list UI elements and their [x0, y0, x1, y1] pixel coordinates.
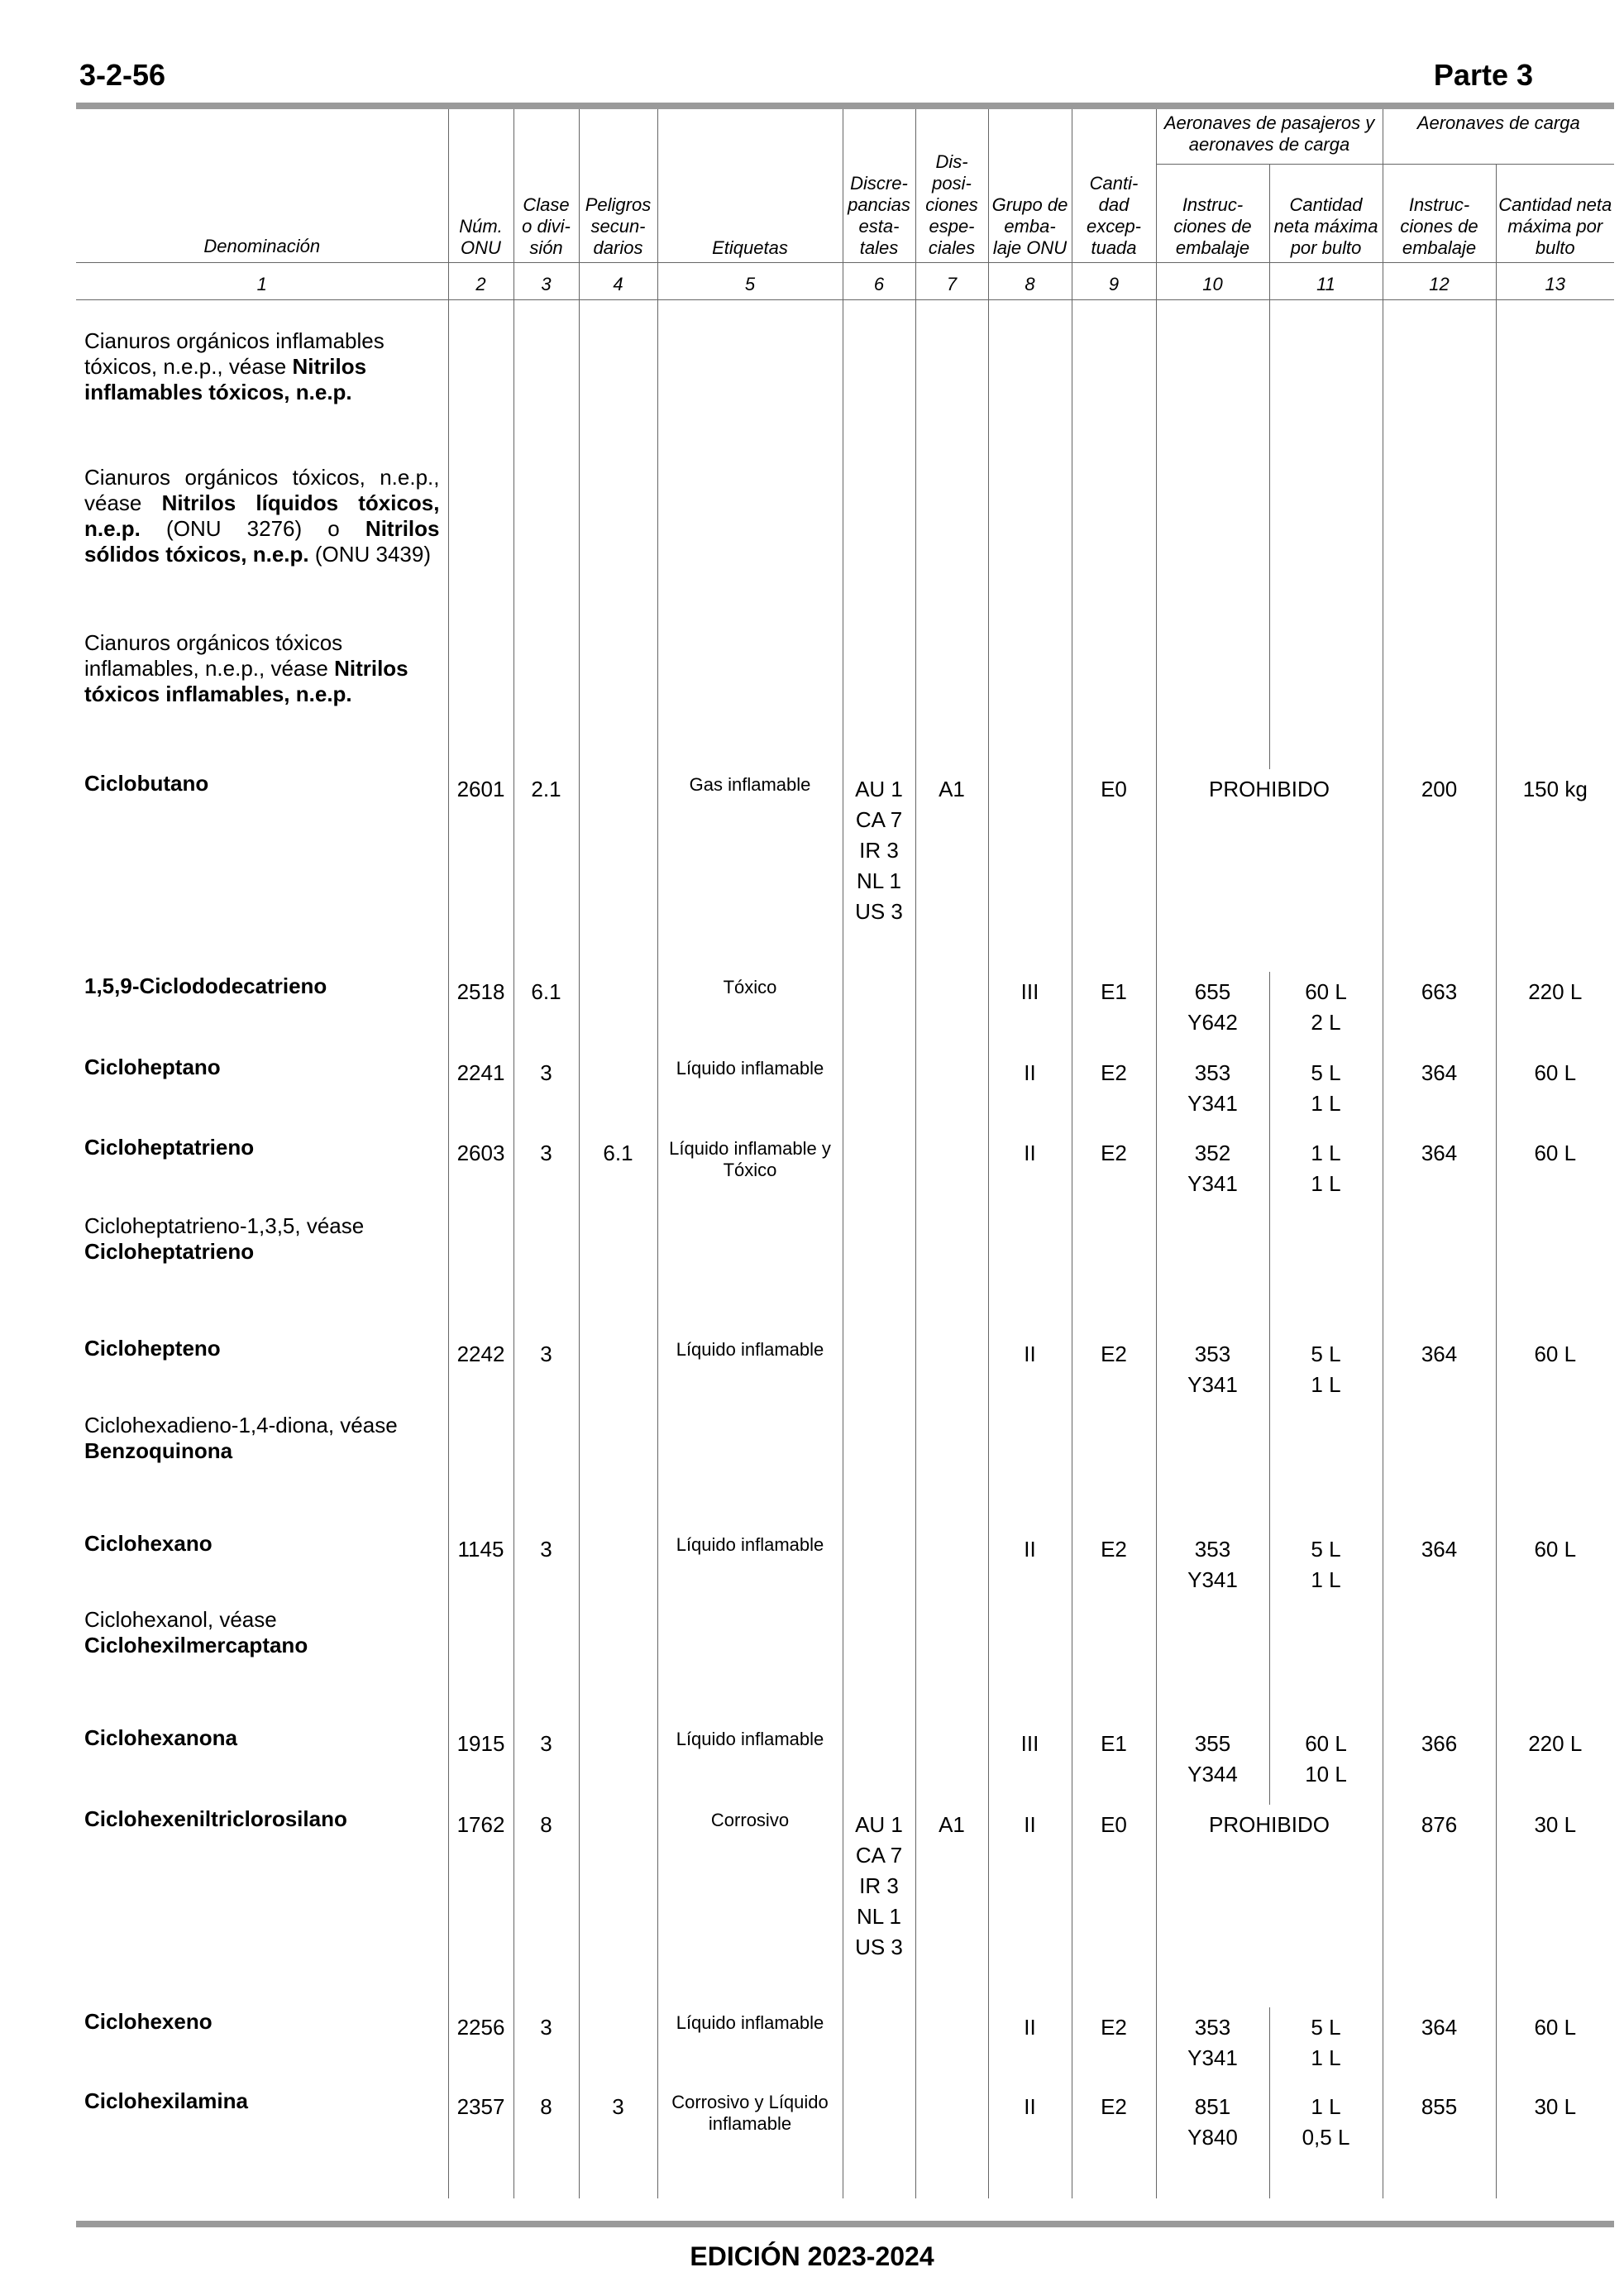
row-passenger-instructions: 353 Y341: [1156, 1053, 1269, 1133]
row-class: 3: [513, 1133, 579, 1212]
row-discrepancies: AU 1 CA 7 IR 3 NL 1 US 3: [843, 1805, 915, 2007]
col-header-disposiciones: Dis- posi- ciones espe- ciales: [915, 109, 988, 263]
row-class: 3: [513, 2007, 579, 2087]
row-subsidiary: [579, 1053, 657, 1133]
row-excepted-qty: E2: [1072, 1334, 1156, 1411]
row-cargo-quantity: 220 L: [1496, 1724, 1614, 1805]
row-passenger-instructions: 851 Y840: [1156, 2087, 1269, 2198]
row-label: Corrosivo y Líquido inflamable: [657, 2087, 843, 2198]
row-denominacion: Ciclohexano: [76, 1529, 448, 1605]
col-number: 4: [579, 263, 657, 300]
col-header-carga-group: Aeronaves de carga: [1383, 109, 1614, 165]
top-rule: [76, 103, 1614, 109]
row-label: Líquido inflamable: [657, 2007, 843, 2087]
row-discrepancies: AU 1 CA 7 IR 3 NL 1 US 3: [843, 769, 915, 972]
col-header-denominacion: Denominación: [76, 109, 448, 263]
row-class: 3: [513, 1334, 579, 1411]
row-passenger-instructions: 353 Y341: [1156, 1529, 1269, 1605]
row-un-number: 2357: [448, 2087, 513, 2198]
row-class: 2.1: [513, 769, 579, 972]
row-cargo-quantity: 60 L: [1496, 1133, 1614, 1212]
row-passenger-instructions: 655 Y642: [1156, 972, 1269, 1053]
row-un-number: 2518: [448, 972, 513, 1053]
row-denominacion: Ciclohepteno: [76, 1334, 448, 1411]
row-excepted-qty: E2: [1072, 1053, 1156, 1133]
column-number-row: [76, 263, 1614, 300]
row-class: 3: [513, 1724, 579, 1805]
row-packing-group: II: [988, 1805, 1072, 2007]
edition-footer: EDICIÓN 2023-2024: [690, 2241, 934, 2271]
row-label: Líquido inflamable: [657, 1334, 843, 1411]
col-number: 10: [1156, 263, 1269, 300]
col-number: 3: [513, 263, 579, 300]
row-packing-group: III: [988, 1724, 1072, 1805]
row-subsidiary: 6.1: [579, 1133, 657, 1212]
col-number: 13: [1496, 263, 1614, 300]
row-cargo-quantity: 60 L: [1496, 2007, 1614, 2087]
row-cargo-instructions: 364: [1383, 1133, 1496, 1212]
col-number: 12: [1383, 263, 1496, 300]
row-label: Líquido inflamable y Tóxico: [657, 1133, 843, 1212]
row-excepted-qty: E1: [1072, 972, 1156, 1053]
row-passenger-quantity: 5 L 1 L: [1269, 2007, 1383, 2087]
row-denominacion: Cianuros orgánicos tóxicos inflamables, n.e.p., véase Nitrilos tóxicos inflamables, n.e.p.: [76, 629, 448, 769]
row-class: 3: [513, 1529, 579, 1605]
table-row: [76, 972, 1614, 1053]
table-row: [76, 2087, 1614, 2198]
row-cargo-instructions: 855: [1383, 2087, 1496, 2198]
col-number: 6: [843, 263, 915, 300]
col-number: 5: [657, 263, 843, 300]
row-denominacion: 1,5,9-Ciclododecatrieno: [76, 972, 448, 1053]
row-passenger-quantity: 5 L 1 L: [1269, 1053, 1383, 1133]
row-excepted-qty: E2: [1072, 1529, 1156, 1605]
row-packing-group: II: [988, 2007, 1072, 2087]
table-row: [76, 1334, 1614, 1411]
row-passenger-quantity: 5 L 1 L: [1269, 1529, 1383, 1605]
row-denominacion: Ciclohexanona: [76, 1724, 448, 1805]
row-subsidiary: [579, 1805, 657, 2007]
row-packing-group: II: [988, 2087, 1072, 2198]
row-label: Corrosivo: [657, 1805, 843, 2007]
row-cargo-instructions: 364: [1383, 1334, 1496, 1411]
table-row: [76, 1724, 1614, 1805]
row-excepted-qty: E2: [1072, 2087, 1156, 2198]
row-passenger-quantity: 5 L 1 L: [1269, 1334, 1383, 1411]
row-denominacion: Ciclobutano: [76, 769, 448, 972]
row-passenger-quantity: 60 L 10 L: [1269, 1724, 1383, 1805]
col-header-cargo-cantidad: Cantidad neta máxima por bulto: [1496, 165, 1614, 263]
row-cargo-quantity: 30 L: [1496, 1805, 1614, 2007]
table-row: [76, 1805, 1614, 2007]
row-subsidiary: [579, 1334, 657, 1411]
row-packing-group: II: [988, 1529, 1072, 1605]
table-row: [76, 327, 1614, 463]
row-subsidiary: [579, 972, 657, 1053]
table-row: [76, 1605, 1614, 1724]
row-denominacion: Cicloheptatrieno: [76, 1133, 448, 1212]
col-header-pass-instrucciones: Instruc- ciones de embalaje: [1156, 165, 1269, 263]
row-class: 6.1: [513, 972, 579, 1053]
row-passenger-instructions: 353 Y341: [1156, 2007, 1269, 2087]
row-passenger-instructions: 353 Y341: [1156, 1334, 1269, 1411]
row-class: 3: [513, 1053, 579, 1133]
col-header-peligros: Peligros secun- darios: [579, 109, 657, 263]
row-denominacion: Cicloheptatrieno-1,3,5, véase Cicloheptatrieno: [76, 1212, 448, 1334]
row-packing-group: II: [988, 1334, 1072, 1411]
row-cargo-quantity: 30 L: [1496, 2087, 1614, 2198]
row-un-number: 2256: [448, 2007, 513, 2087]
row-passenger-prohibited: PROHIBIDO: [1156, 1805, 1383, 2007]
col-header-pasajeros-group: Aeronaves de pasajeros y aeronaves de carga: [1156, 109, 1383, 165]
col-number: 1: [76, 263, 448, 300]
col-header-num-onu: Núm. ONU: [448, 109, 513, 263]
row-label: Tóxico: [657, 972, 843, 1053]
row-label: Líquido inflamable: [657, 1529, 843, 1605]
row-packing-group: [988, 769, 1072, 972]
col-number: 2: [448, 263, 513, 300]
row-subsidiary: [579, 2007, 657, 2087]
row-denominacion: Cicloheptano: [76, 1053, 448, 1133]
part-title: Parte 3: [1433, 58, 1533, 92]
row-cargo-quantity: 60 L: [1496, 1529, 1614, 1605]
row-denominacion: Ciclohexilamina: [76, 2087, 448, 2198]
row-cargo-instructions: 364: [1383, 2007, 1496, 2087]
row-subsidiary: [579, 769, 657, 972]
row-excepted-qty: E0: [1072, 769, 1156, 972]
row-un-number: 1145: [448, 1529, 513, 1605]
row-un-number: 2242: [448, 1334, 513, 1411]
row-cargo-instructions: 364: [1383, 1053, 1496, 1133]
dangerous-goods-table: [76, 109, 1614, 2198]
col-header-pass-cantidad: Cantidad neta máxima por bulto: [1269, 165, 1383, 263]
row-passenger-instructions: 355 Y344: [1156, 1724, 1269, 1805]
row-excepted-qty: E1: [1072, 1724, 1156, 1805]
row-cargo-quantity: 220 L: [1496, 972, 1614, 1053]
row-passenger-quantity: 1 L 1 L: [1269, 1133, 1383, 1212]
row-un-number: 2601: [448, 769, 513, 972]
row-cargo-quantity: 60 L: [1496, 1053, 1614, 1133]
bottom-rule: [76, 2221, 1614, 2227]
row-un-number: 2603: [448, 1133, 513, 1212]
row-cargo-quantity: 60 L: [1496, 1334, 1614, 1411]
col-header-grupo: Grupo de emba- laje ONU: [988, 109, 1072, 263]
row-special-provisions: A1: [915, 1805, 988, 2007]
row-denominacion: Ciclohexanol, véase Ciclohexilmercaptano: [76, 1605, 448, 1724]
row-denominacion: Ciclohexadieno-1,4-diona, véase Benzoquinona: [76, 1411, 448, 1529]
page-number: 3-2-56: [79, 58, 166, 92]
row-cargo-instructions: 876: [1383, 1805, 1496, 2007]
row-denominacion: Ciclohexeniltriclorosilano: [76, 1805, 448, 2007]
table-row: [76, 1053, 1614, 1133]
table-row: [76, 1133, 1614, 1212]
col-number: 8: [988, 263, 1072, 300]
table-row: [76, 1212, 1614, 1334]
row-un-number: 1915: [448, 1724, 513, 1805]
row-excepted-qty: E0: [1072, 1805, 1156, 2007]
row-cargo-instructions: 200: [1383, 769, 1496, 972]
table-row: [76, 463, 1614, 629]
row-passenger-quantity: 1 L 0,5 L: [1269, 2087, 1383, 2198]
col-number: 9: [1072, 263, 1156, 300]
row-un-number: 2241: [448, 1053, 513, 1133]
row-class: 8: [513, 2087, 579, 2198]
table-row: [76, 2007, 1614, 2087]
row-label: Líquido inflamable: [657, 1724, 843, 1805]
row-cargo-instructions: 366: [1383, 1724, 1496, 1805]
row-packing-group: III: [988, 972, 1072, 1053]
row-excepted-qty: E2: [1072, 1133, 1156, 1212]
col-header-discrepancias: Discre- pancias esta- tales: [843, 109, 915, 263]
row-subsidiary: [579, 1724, 657, 1805]
row-subsidiary: 3: [579, 2087, 657, 2198]
row-un-number: 1762: [448, 1805, 513, 2007]
col-header-etiquetas: Etiquetas: [657, 109, 843, 263]
row-label: Líquido inflamable: [657, 1053, 843, 1133]
row-denominacion: Ciclohexeno: [76, 2007, 448, 2087]
table-row: [76, 1529, 1614, 1605]
row-denominacion: Cianuros orgánicos tóxicos, n.e.p., véase Nitrilos líquidos tóxicos, n.e.p. (ONU 3276) o Nitrilos sólidos tóxicos, n.e.p. (ONU 3439): [76, 463, 448, 629]
row-packing-group: II: [988, 1053, 1072, 1133]
col-number: 7: [915, 263, 988, 300]
table-row: [76, 629, 1614, 769]
col-header-cargo-instrucciones: Instruc- ciones de embalaje: [1383, 165, 1496, 263]
col-header-clase: Clase o divi- sión: [513, 109, 579, 263]
table-row: [76, 769, 1614, 972]
col-header-cantidad-exceptuada: Canti- dad excep- tuada: [1072, 109, 1156, 263]
row-label: Gas inflamable: [657, 769, 843, 972]
row-special-provisions: A1: [915, 769, 988, 972]
row-cargo-instructions: 364: [1383, 1529, 1496, 1605]
row-excepted-qty: E2: [1072, 2007, 1156, 2087]
row-passenger-quantity: 60 L 2 L: [1269, 972, 1383, 1053]
row-cargo-instructions: 663: [1383, 972, 1496, 1053]
row-passenger-prohibited: PROHIBIDO: [1156, 769, 1383, 972]
row-passenger-instructions: 352 Y341: [1156, 1133, 1269, 1212]
col-number: 11: [1269, 263, 1383, 300]
row-subsidiary: [579, 1529, 657, 1605]
row-denominacion: Cianuros orgánicos inflamables tóxicos, n.e.p., véase Nitrilos inflamables tóxicos, n.e.p.: [76, 327, 448, 463]
row-cargo-quantity: 150 kg: [1496, 769, 1614, 972]
row-class: 8: [513, 1805, 579, 2007]
table-row: [76, 1411, 1614, 1529]
row-packing-group: II: [988, 1133, 1072, 1212]
